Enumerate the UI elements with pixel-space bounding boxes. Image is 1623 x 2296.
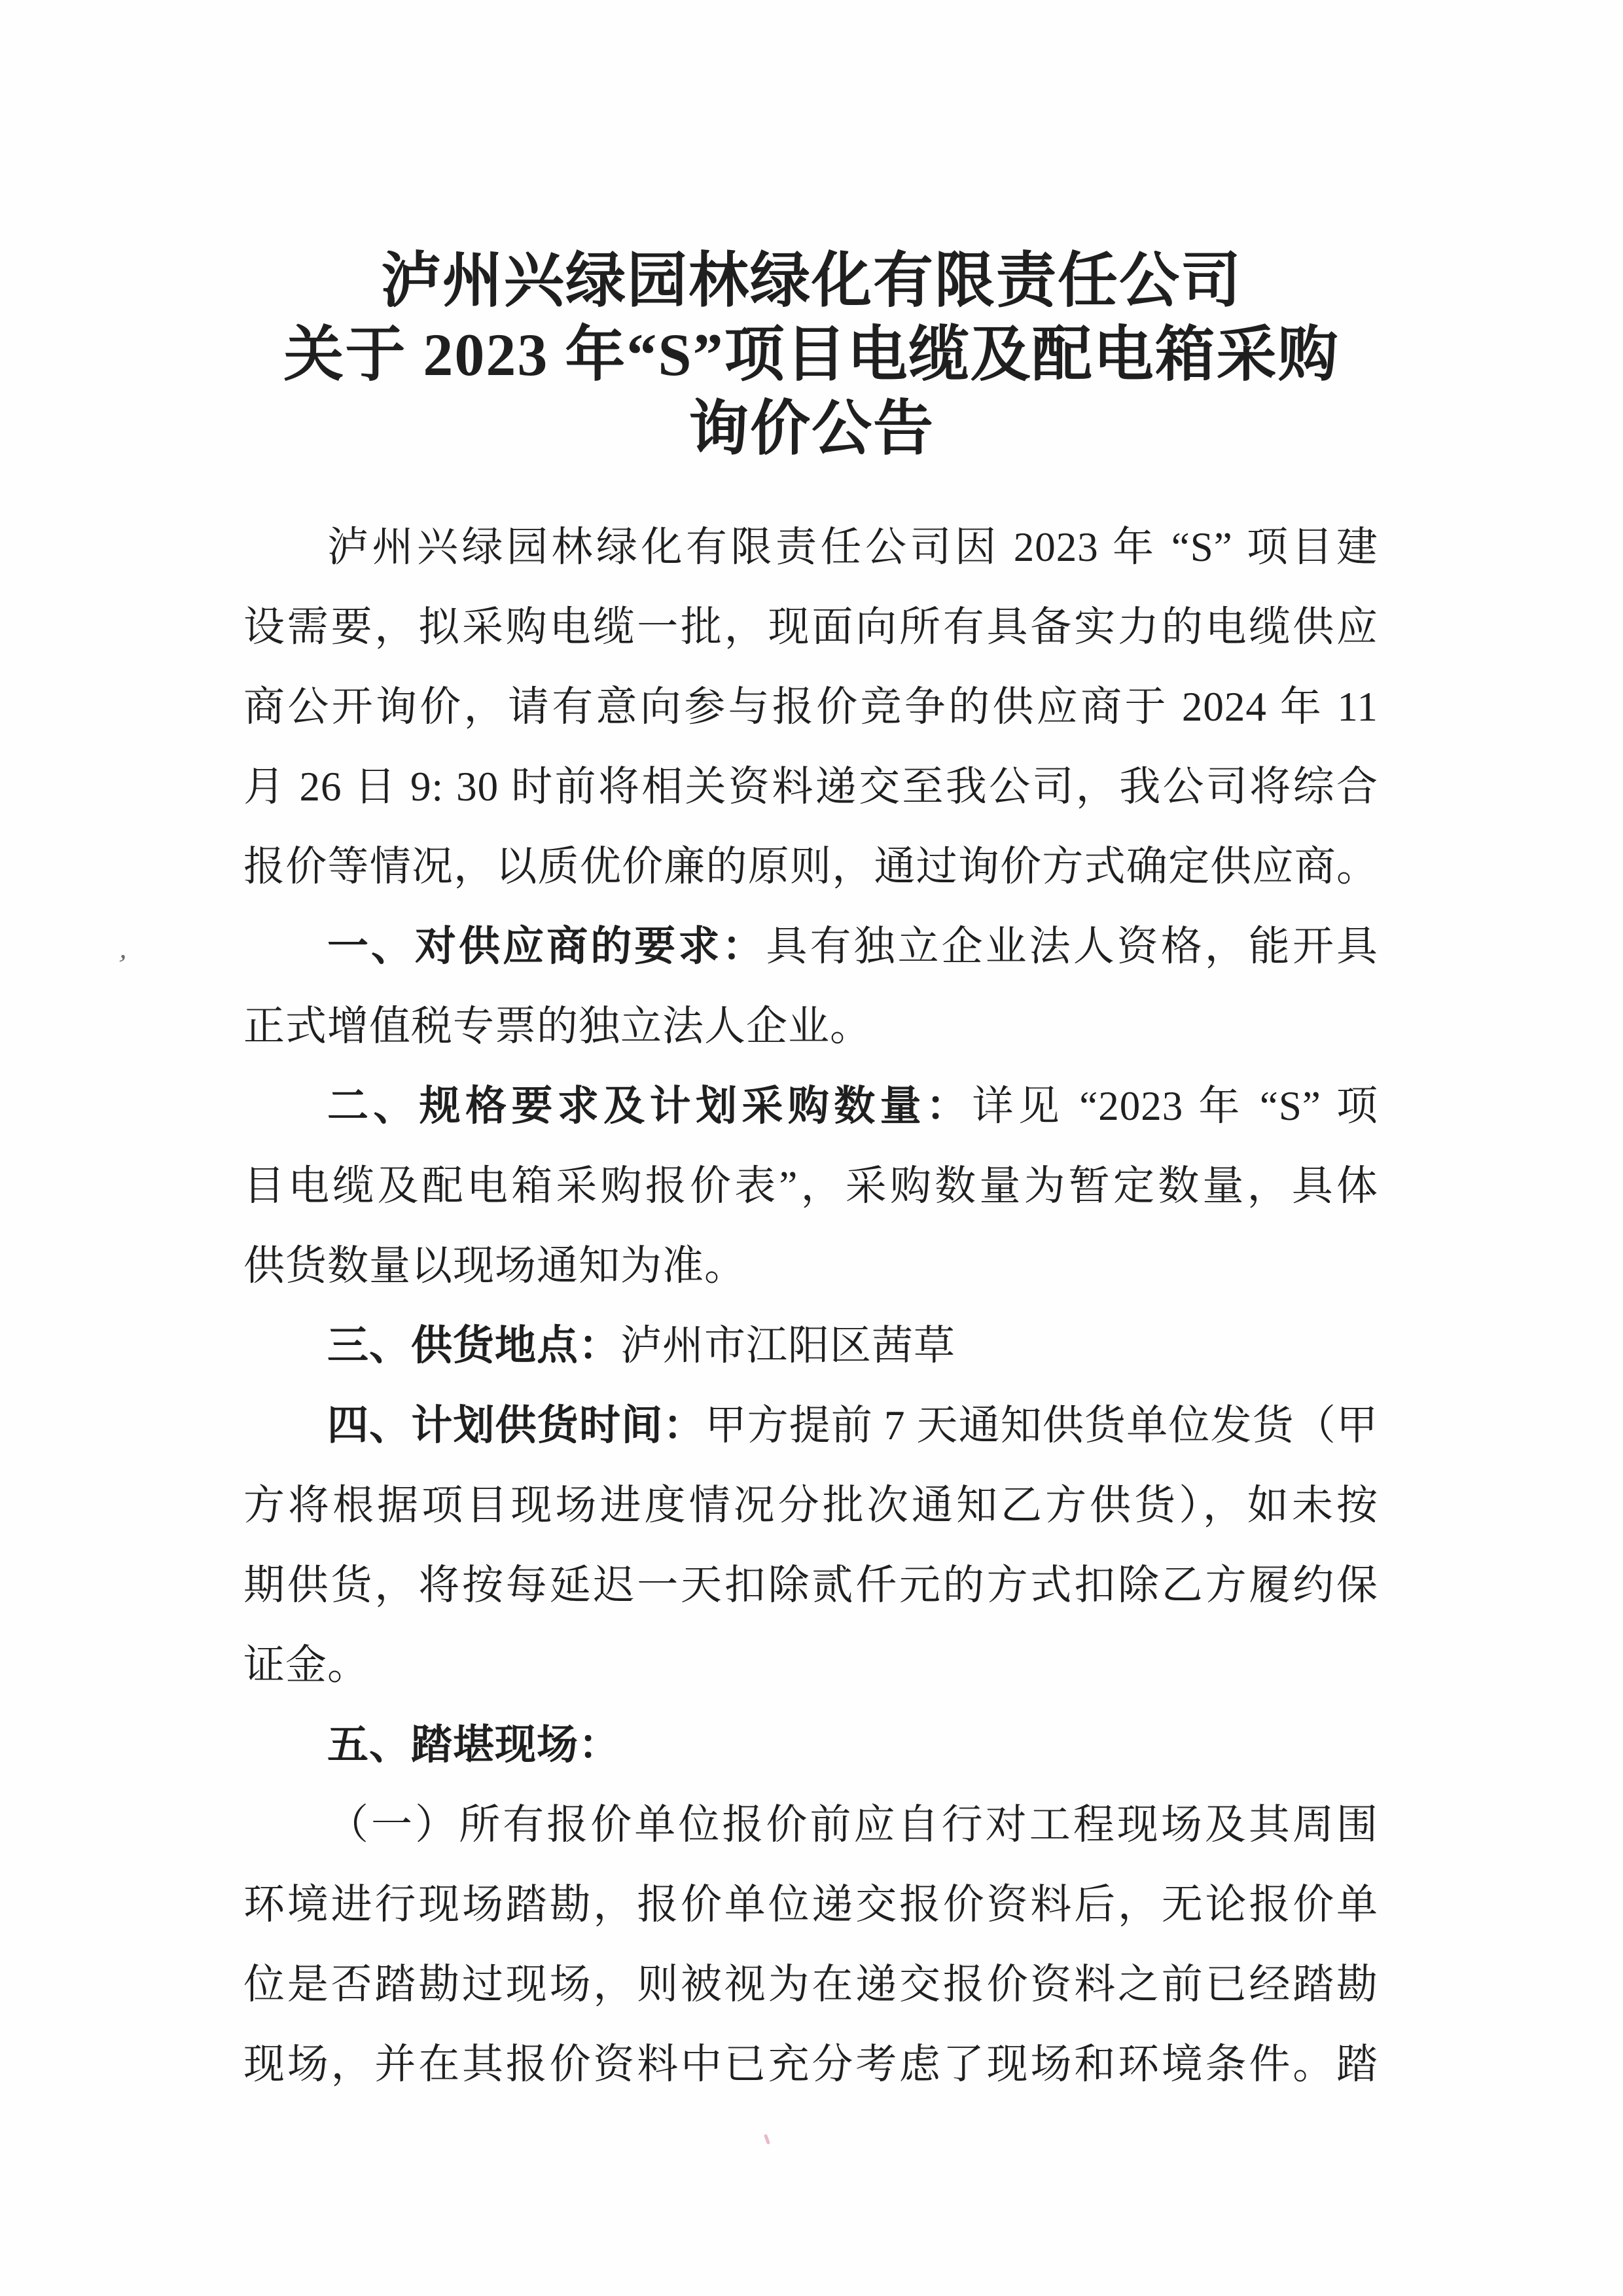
line-text-run: 具有独立企业法人资格，能开具 [766,924,1379,969]
line-text-run: 泸州兴绿园林绿化有限责任公司因 2023 年 “S” 项目建 [327,524,1378,570]
body-line-section-3 [243,1306,1378,1386]
line-text-run: 报价等情况，以质优价廉的原则，通过询价方式确定供应商。 [243,844,1378,889]
section-heading-run: 四、计划供货时间： [327,1403,705,1448]
title-line-subject: 关于 2023 年“S”项目电缆及配电箱采购 [283,321,1340,388]
document-title [0,244,1623,466]
body-line [243,1545,1378,1625]
body-line [243,747,1378,827]
line-text-run: 商公开询价，请有意向参与报价竞争的供应商于 2024 年 11 [243,684,1378,730]
line-text-run: 位是否踏勘过现场，则被视为在递交报价资料之前已经踏勘 [243,1962,1378,2007]
line-text-run: 详见 “2023 年 “S” 项 [972,1083,1378,1129]
line-text-run: 泸州市江阳区茜草 [620,1323,955,1369]
line-text-run: 甲方提前 7 天通知供货单位发货（甲 [705,1403,1379,1448]
line-text-run: 期供货，将按每延迟一天扣除贰仟元的方式扣除乙方履约保 [243,1562,1378,1608]
body-line [243,986,1378,1066]
body-line [243,1785,1378,1865]
body-line [243,2024,1378,2104]
body-line [243,507,1378,587]
body-line-section-5 [243,1705,1378,1785]
body-line [243,827,1378,906]
section-heading-run: 三、供货地点： [327,1323,620,1369]
body-line [243,667,1378,747]
line-text-run: 设需要，拟采购电缆一批，现面向所有具备实力的电缆供应 [243,604,1378,650]
document-body [243,507,1378,2104]
line-text-run: 目电缆及配电箱采购报价表”，采购数量为暂定数量，具体 [243,1163,1378,1209]
body-line [243,587,1378,667]
body-line [243,1226,1378,1306]
line-text-run: 正式增值税专票的独立法人企业。 [243,1003,872,1049]
section-heading-run: 一、对供应商的要求： [327,924,766,969]
section-heading-run: 五、踏堪现场： [327,1722,620,1768]
body-line-section-4 [243,1386,1378,1465]
title-line-notice-type: 询价公告 [688,395,935,462]
line-text-run: 环境进行现场踏勘，报价单位递交报价资料后，无论报价单 [243,1882,1378,1928]
line-text-run: 供货数量以现场通知为准。 [243,1243,746,1289]
body-line [243,1945,1378,2024]
title-line-company: 泸州兴绿园林绿化有限责任公司 [380,247,1242,314]
line-text-run: 方将根据项目现场进度情况分批次通知乙方供货），如未按 [243,1482,1378,1528]
scan-artifact-red-speck [764,2134,770,2145]
scan-artifact-mark: ’ [113,948,130,981]
line-text-run: 月 26 日 9: 30 时前将相关资料递交至我公司，我公司将综合 [243,764,1378,810]
body-line [243,1146,1378,1226]
line-text-run: （一）所有报价单位报价前应自行对工程现场及其周围 [327,1802,1378,1848]
body-line-section-1 [243,906,1378,986]
body-line [243,1465,1378,1545]
section-heading-run: 二、规格要求及计划采购数量： [327,1083,972,1129]
body-line-section-2 [243,1066,1378,1146]
body-line [243,1625,1378,1705]
line-text-run: 证金。 [243,1642,369,1688]
body-line [243,1865,1378,1945]
line-text-run: 现场，并在其报价资料中已充分考虑了现场和环境条件。踏 [243,2041,1378,2087]
